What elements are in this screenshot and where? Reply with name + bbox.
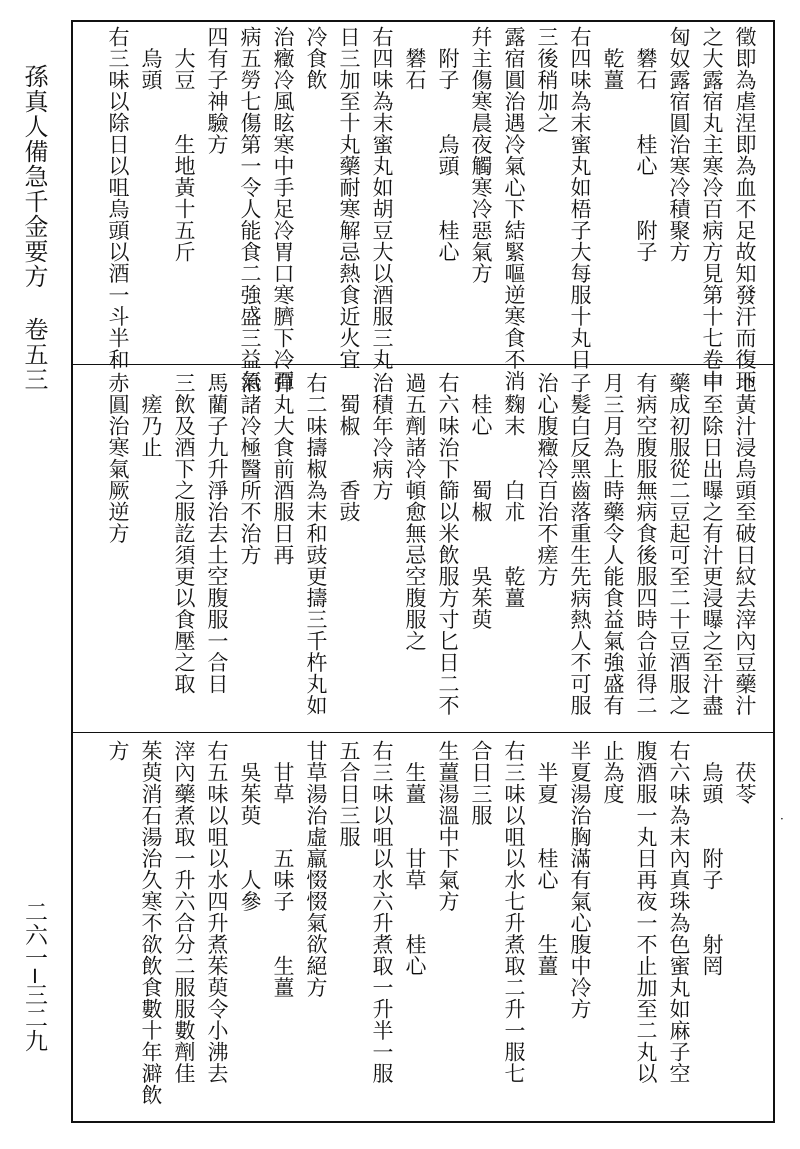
text-column: 吳茱萸 人參 [238,740,262,912]
text-column: 茱萸消石湯治久寒不欲飲食數十年澼飲 [139,740,163,1106]
section-divider-1 [71,364,775,365]
text-column: 徵即為虐涅即為血不足故知發汗而復下 [733,26,757,392]
text-column: 蜀椒 香豉 [337,372,361,523]
text-column: 過五劑諸冷頓愈無忌空腹服之 [403,372,427,652]
text-column: 茯苓 [733,740,757,805]
text-column: 右二味擣椒為末和豉更擣三千杵丸如 [304,372,328,716]
text-column: 三後稍加之 [535,26,559,134]
text-column: 乾薑 [601,26,625,220]
text-column: 半夏湯治胸滿有氣心腹中冷方 [568,740,592,1020]
text-columns-lower [101,740,761,1116]
text-column: 止為度 [601,740,625,805]
book-title: 孫真人備急千金要方 [20,64,48,289]
text-column: 四有子神驗方 [205,26,229,155]
text-column: 子髮白反黑齒落重生先病熱人不可服 [568,372,592,716]
text-column: 滓內藥煮取一升六合分二服服數劑佳 [172,740,196,1084]
text-column: 半夏 桂心 生薑 [535,740,559,977]
text-column: 右五味以咀以水四升煮茱萸令小沸去 [205,740,229,1084]
text-column: 腹酒服一丸日再夜一不止加至二丸以 [634,740,658,1084]
book-title-margin [8,64,54,392]
text-column: 烏頭 附子 射罔 [700,740,724,977]
text-column: 右四味為末蜜丸如梧子大每服十丸日 [568,26,592,370]
section-divider-2 [71,732,775,733]
text-column: 三飲及酒下之服訖須更以食壓之取 [172,372,196,695]
text-column: 生薑 甘草 桂心 [403,740,427,977]
text-column: 合日三服 [469,740,493,826]
text-column: 方 [106,740,130,762]
text-column: 麴末 白朮 乾薑 [502,372,526,609]
text-column: 露宿圓治遇冷氣心下結緊嘔逆寒食不消 [502,26,526,392]
text-column: 治癥冷風眩寒中手足冷胃口寒臍下冷百 [271,26,295,392]
text-column: 生薑湯溫中下氣方 [436,740,460,912]
text-column: 右三味以除日以咀烏頭以酒一斗半和 [106,26,130,370]
text-column: 治心腹癥冷百治不瘥方 [535,372,559,587]
text-column: 瘥乃止 [139,372,163,458]
text-column: 病五勞七傷第一令人能食二強盛三益氣 [238,26,262,392]
text-column: 右四味為末蜜丸如胡豆大以酒服三丸 [370,26,394,370]
text-column: 右三味以咀以水六升煮取一升半一服 [370,740,394,1084]
text-column: 甘草湯治虛羸惙惙氣欲絕方 [304,740,328,998]
text-column: 桂心 蜀椒 吳茱萸 [469,372,493,630]
text-column: 月三月為上時藥令人能食益氣強盛有 [601,372,625,716]
section-upper [73,26,773,392]
volume-label: 卷五三 [20,317,48,392]
text-column: 幷主傷寒晨夜觸寒冷惡氣方 [469,26,493,284]
text-column: 有病空腹服無病食後服四時合並得二 [634,372,658,716]
text-columns-upper [101,26,761,392]
text-column: 五合日三服 [337,740,361,848]
text-column: 中至除日出曝之有汁更浸曝之至汁盡 [700,372,724,716]
text-column: 馬藺子九升淨治去土空腹服一合日 [205,372,229,695]
text-columns-middle [101,372,761,726]
margin-mark: · [780,812,784,826]
text-column: 右三味以咀以水七升煮取二升一服七 [502,740,526,1084]
text-column: 礬石 桂心 附子 [634,26,658,263]
section-middle [73,372,773,726]
section-lower [73,740,773,1116]
text-column: 之大露宿丸主寒冷百病方見第十七卷中 [700,26,724,392]
text-column: 治諸冷極醫所不治方 [238,372,262,566]
text-column: 治積年冷病方 [370,372,394,501]
text-column: 右六味治下篩以米飲服方寸匕日二不 [436,372,460,716]
page-number: 二六一─三二九 [21,900,47,1052]
text-column: 匈奴露宿圓治寒冷積聚方 [667,26,691,263]
text-column: 右六味為末內真珠為色蜜丸如麻子空 [667,740,691,1084]
text-column: 日三加至十丸藥耐寒解忌熱食近火宜 [337,26,361,370]
text-column: 藥成初服從二豆起可至二十豆酒服之 [667,372,691,716]
text-column: 礬石 [403,26,427,91]
text-column: 冷食飲 [304,26,328,91]
text-column: 甘草 五味子 生薑 [271,740,295,998]
text-column: 烏頭 [139,26,163,91]
text-column: 地黃汁浸烏頭至破日紋去滓內豆藥汁 [733,372,757,716]
text-column: 附子 烏頭 桂心 [436,26,460,263]
text-column: 赤圓治寒氣厥逆方 [106,372,130,544]
text-column: 大豆 生地黃十五斤 [172,26,196,263]
text-column: 彈丸大食前酒服日再 [271,372,295,566]
